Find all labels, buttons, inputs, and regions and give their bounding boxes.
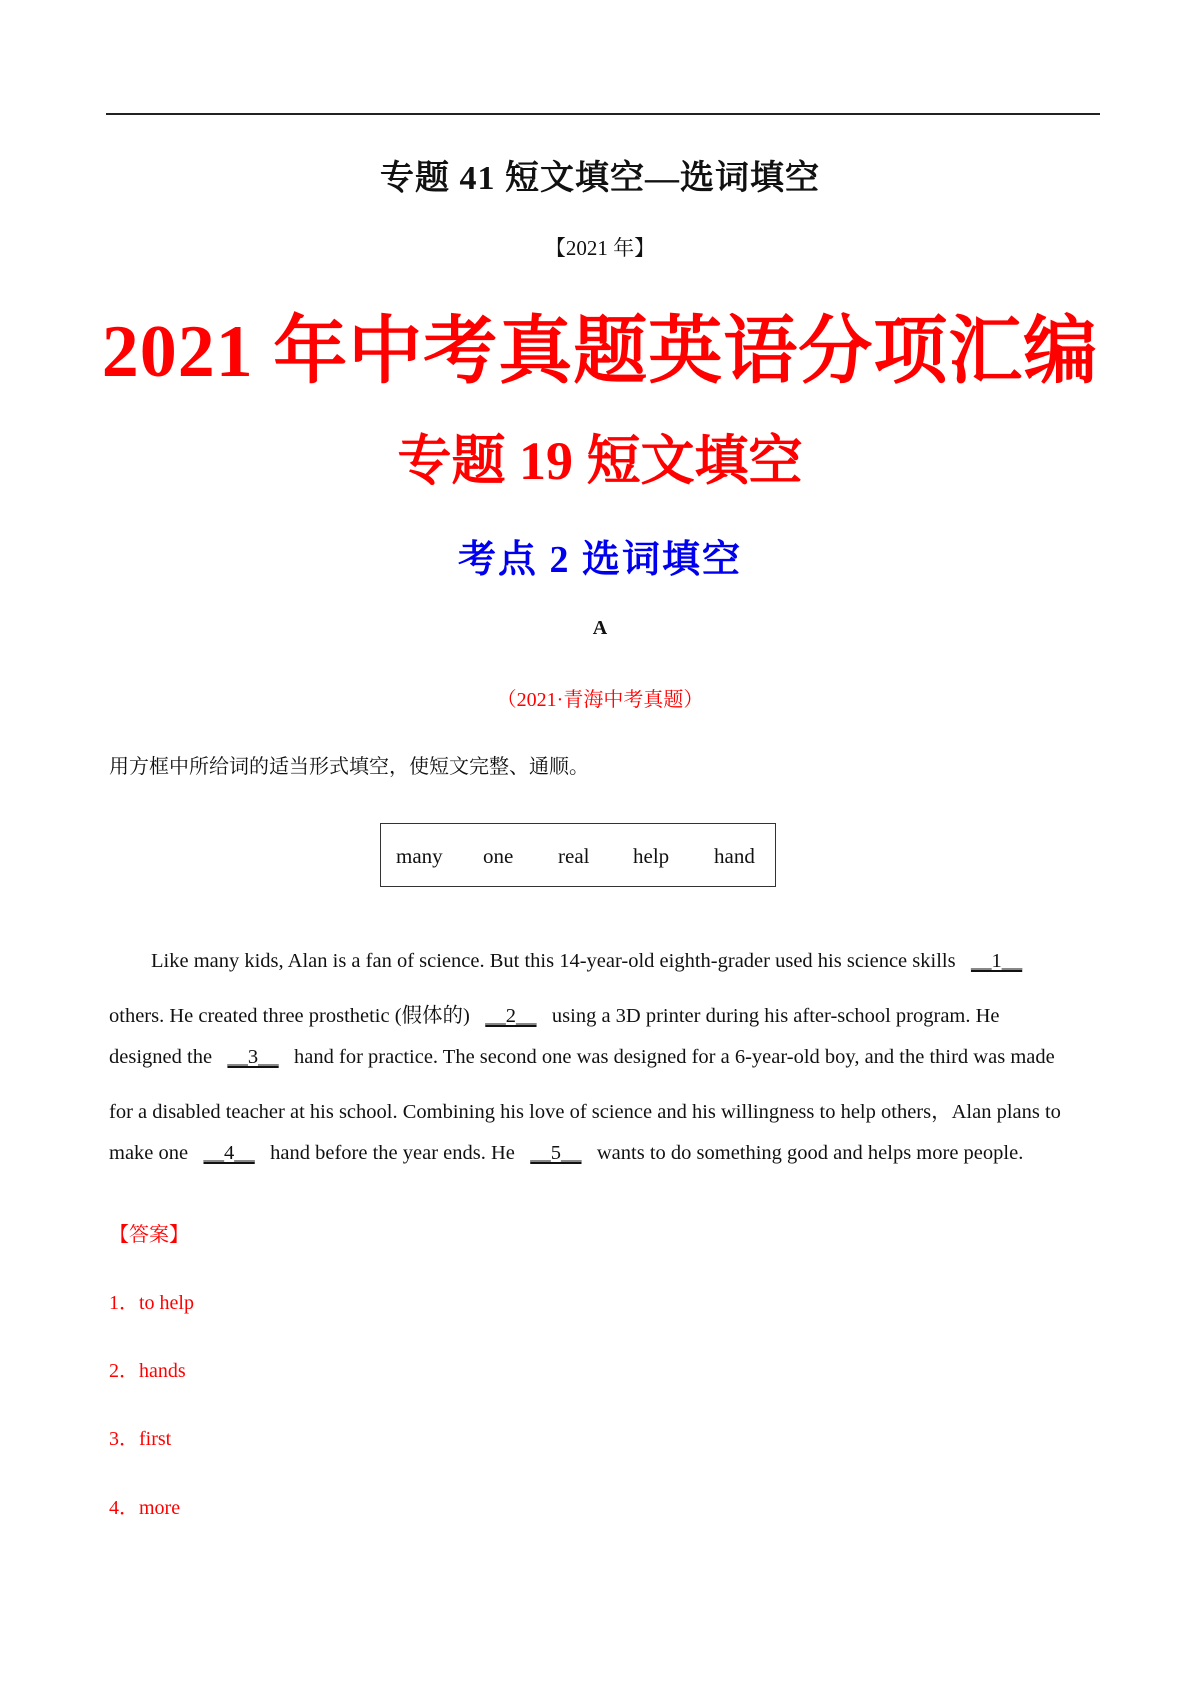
passage-line bbox=[109, 1046, 1055, 1069]
answer-heading: 【答案】 bbox=[109, 1224, 189, 1246]
blank-4: __4__ bbox=[203, 1142, 255, 1164]
word-bank-item: one bbox=[483, 844, 514, 868]
blank-2: __2__ bbox=[485, 1005, 537, 1027]
section-letter: A bbox=[592, 617, 608, 639]
word-bank-item: help bbox=[633, 844, 670, 868]
document-subtitle: 专题 41 短文填空—选词填空 bbox=[380, 160, 820, 197]
passage-text: others. He created three prosthetic (假体的) bbox=[109, 1005, 470, 1027]
blank-1: __1__ bbox=[970, 950, 1023, 972]
passage-text: Like many kids, Alan is a fan of science. But this 14-year-old eighth-grader used his science skills bbox=[151, 950, 956, 972]
instruction-text: 用方框中所给词的适当形式填空，使短文完整、通顺。 bbox=[109, 756, 589, 778]
passage-text: hand for practice. The second one was designed for a 6-year-old boy, and the third was made bbox=[294, 1046, 1055, 1068]
point-title: 考点 2 选词填空 bbox=[457, 539, 742, 581]
passage-line bbox=[109, 998, 1000, 1028]
blank-3: __3__ bbox=[227, 1046, 279, 1068]
passage-line bbox=[109, 1142, 1023, 1165]
year-tag: 【2021 年】 bbox=[544, 236, 656, 260]
word-bank-box bbox=[380, 823, 776, 887]
word-bank-item: many bbox=[396, 844, 443, 868]
passage-text: hand before the year ends. He bbox=[270, 1142, 515, 1164]
answer-item: 2．hands bbox=[109, 1360, 186, 1382]
blank-5: __5__ bbox=[530, 1142, 582, 1164]
top-divider bbox=[106, 113, 1100, 115]
word-bank-item: real bbox=[558, 844, 590, 868]
answer-item: 4．more bbox=[109, 1497, 181, 1519]
passage-text: for a disabled teacher at his school. Combining his love of science and his willingness to help others，Alan plans to bbox=[109, 1101, 1061, 1123]
passage-text: using a 3D printer during his after-school program. He bbox=[551, 1005, 1000, 1027]
question-source: （2021·青海中考真题） bbox=[496, 689, 704, 711]
passage-line bbox=[151, 950, 1022, 973]
answer-item: 1．to help bbox=[109, 1292, 194, 1314]
passage-text: wants to do something good and helps more people. bbox=[596, 1142, 1024, 1164]
main-title: 2021 年中考真题英语分项汇编 bbox=[101, 311, 1099, 393]
passage-line bbox=[109, 1094, 1061, 1124]
topic-title: 专题 19 短文填空 bbox=[397, 431, 803, 491]
passage-text: make one bbox=[109, 1142, 189, 1164]
answer-item: 3．first bbox=[109, 1428, 172, 1450]
passage-text: designed the bbox=[109, 1046, 213, 1068]
word-bank-item: hand bbox=[714, 844, 755, 868]
